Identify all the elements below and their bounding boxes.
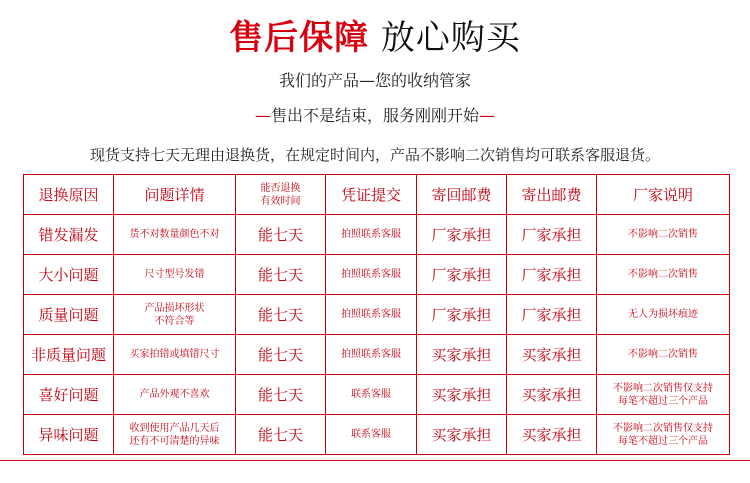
- table-cell: 拍照联系客服: [326, 215, 417, 255]
- return-policy-text: 现货支持七天无理由退换货，在规定时间内，产品不影响二次销售均可联系客服退货。: [89, 146, 660, 164]
- table-cell: 拍照联系客服: [326, 295, 417, 335]
- table-header-cell: 问题详情: [114, 175, 236, 215]
- table-cell: 厂家承担: [417, 255, 507, 295]
- slogan-dash-left: —: [254, 106, 271, 125]
- table-header-cell: 寄出邮费: [507, 175, 597, 215]
- subtitle: 我们的产品—您的收纳管家: [278, 71, 471, 90]
- table-body: [24, 175, 730, 455]
- table-cell: 买家承担: [507, 375, 597, 415]
- table-cell: 能七天: [236, 335, 326, 375]
- table-cell: 买家拍错或填错尺寸: [114, 335, 236, 375]
- table-cell: 能七天: [236, 255, 326, 295]
- table-cell: 错发漏发: [24, 215, 114, 255]
- table-cell: 买家承担: [417, 375, 507, 415]
- table-cell: 买家承担: [507, 335, 597, 375]
- table-cell: 拍照联系客服: [326, 335, 417, 375]
- after-sales-table: [23, 174, 730, 455]
- table-cell: 大小问题: [24, 255, 114, 295]
- table-row: [24, 215, 730, 255]
- divider-line: [0, 460, 750, 461]
- table-cell: 不影响二次销售: [597, 215, 730, 255]
- table-cell: 厂家承担: [507, 255, 597, 295]
- table-cell: 不影响二次销售: [597, 335, 730, 375]
- table-header-cell: 厂家说明: [597, 175, 730, 215]
- table-row: [24, 335, 730, 375]
- title-black: 放心购买: [380, 18, 521, 58]
- table-cell: 不影响二次销售仅支持 每笔不超过三个产品: [597, 415, 730, 455]
- table-cell: 产品损坏形状 不符合等: [114, 295, 236, 335]
- table-cell: 厂家承担: [417, 215, 507, 255]
- title-red: 售后保障: [229, 18, 370, 58]
- table-row: [24, 415, 730, 455]
- table-row: [24, 295, 730, 335]
- table-cell: 拍照联系客服: [326, 255, 417, 295]
- slogan: [0, 101, 750, 131]
- table-cell: 厂家承担: [507, 215, 597, 255]
- table-cell: 联系客服: [326, 375, 417, 415]
- table-cell: 联系客服: [326, 415, 417, 455]
- page-title: [0, 8, 750, 68]
- table-row: [24, 375, 730, 415]
- table-cell: 质量问题: [24, 295, 114, 335]
- table-cell: 厂家承担: [417, 295, 507, 335]
- table-cell: 厂家承担: [507, 295, 597, 335]
- table-header-cell: 能否退换 有效时间: [236, 175, 326, 215]
- table-cell: 喜好问题: [24, 375, 114, 415]
- table-cell: 买家承担: [417, 335, 507, 375]
- slogan-dash-right: —: [479, 106, 495, 125]
- table-cell: 尺寸型号发错: [114, 255, 236, 295]
- table-cell: 货不对数量颜色不对: [114, 215, 236, 255]
- table-cell: 能七天: [236, 215, 326, 255]
- table-header-cell: 凭证提交: [326, 175, 417, 215]
- table-cell: 能七天: [236, 415, 326, 455]
- table-cell: 异味问题: [24, 415, 114, 455]
- table-cell: 买家承担: [417, 415, 507, 455]
- table-cell: 收到使用产品几天后 还有不可清楚的异味: [114, 415, 236, 455]
- slogan-text: 售出不是结束，服务刚刚开始: [270, 106, 479, 125]
- table-header-row: [24, 175, 730, 215]
- table-cell: 不影响二次销售仅支持 每笔不超过三个产品: [597, 375, 730, 415]
- table-cell: 能七天: [236, 375, 326, 415]
- table-cell: 能七天: [236, 295, 326, 335]
- table-cell: 买家承担: [507, 415, 597, 455]
- table-cell: 无人为损坏痕迹: [597, 295, 730, 335]
- table-cell: 不影响二次销售: [597, 255, 730, 295]
- table-cell: 产品外观不喜欢: [114, 375, 236, 415]
- table-header-cell: 寄回邮费: [417, 175, 507, 215]
- table-row: [24, 255, 730, 295]
- table-header-cell: 退换原因: [24, 175, 114, 215]
- table-cell: 非质量问题: [24, 335, 114, 375]
